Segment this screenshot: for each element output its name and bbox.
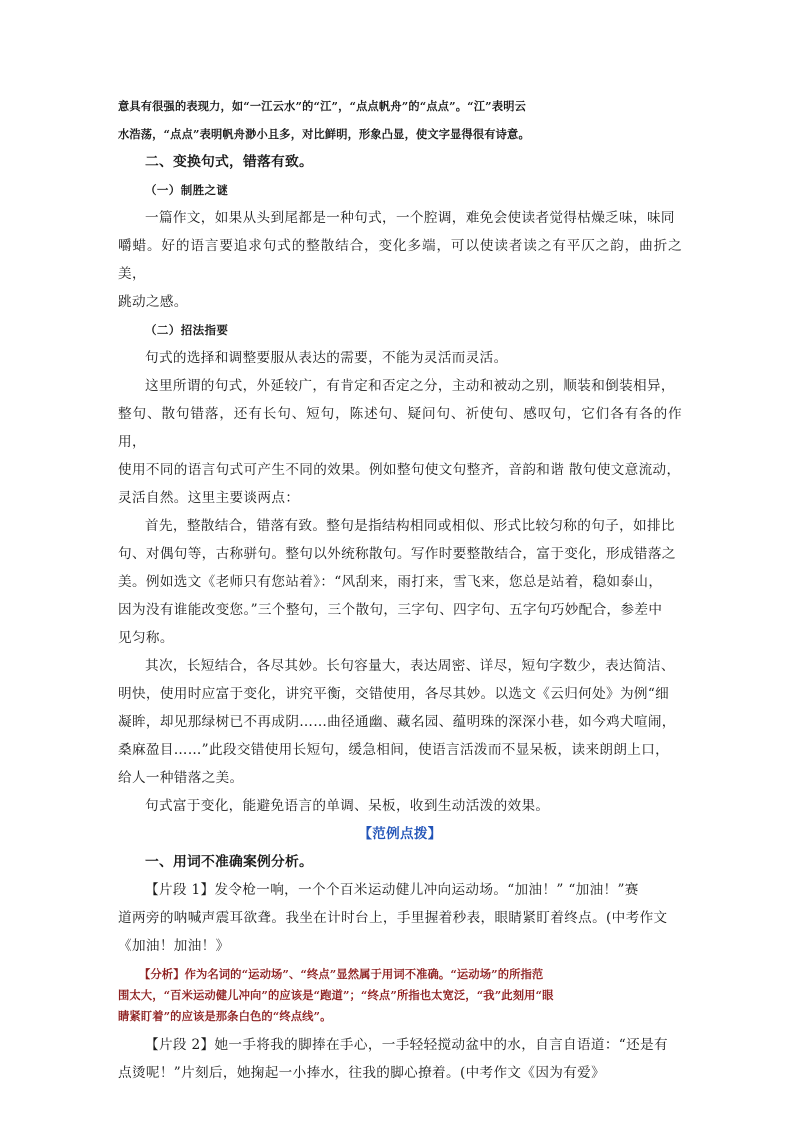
analysis-line: 睛紧盯着”的应该是那条白色的“终点线”。	[118, 1009, 332, 1023]
intro-line: 水浩荡，“点点”表明帆舟渺小且多，对比鲜明，形象凸显，使文字显得很有诗意。	[118, 127, 530, 141]
section-heading: 二、变换句式，错落有致。	[145, 154, 313, 170]
paragraph-line: 整句、散句错落，还有长句、短句，陈述句、疑问句、祈使句、感叹句，它们各有各的作用，	[118, 406, 682, 450]
paragraph	[118, 372, 682, 512]
section-heading: 一、用词不准确案例分析。	[145, 854, 313, 870]
intro-paragraph	[118, 92, 682, 148]
document-page	[118, 92, 682, 1087]
paragraph: 句式的选择和调整要服从表达的需要，不能为灵活而灵活。	[145, 350, 508, 366]
paragraph	[118, 204, 682, 316]
paragraph-line: 使用不同的语言句式可产生不同的效果。例如整句使文句整齐，音韵和谐 散句使文意流动，	[118, 462, 681, 478]
paragraph-line: 首先，整散结合，错落有致。整句是指结构相同或相似、形式比较匀称的句子，如排比	[145, 518, 675, 534]
intro-line: 意具有很强的表现力，如“一江云水”的“江”，“点点帆舟”的“点点”。“江”表明云	[118, 99, 526, 113]
paragraph-line: 《加油！加油！》	[118, 938, 230, 954]
paragraph-line: 一篇作文，如果从头到尾都是一种句式，一个腔调，难免会使读者觉得枯燥乏味，味同	[145, 210, 675, 226]
paragraph-line: 其次，长短结合，各尽其妙。长句容量大，表达周密、详尽，短句字数少，表达简洁、	[145, 658, 675, 674]
paragraph-line: 灵活自然。这里主要谈两点：	[118, 490, 300, 506]
paragraph-line: 这里所谓的句式，外延较广，有肯定和否定之分，主动和被动之别，顺装和倒装相异，	[145, 378, 675, 394]
example-fragment-2	[118, 1031, 682, 1087]
analysis-line: 【分析】作为名词的“运动场”、“终点”显然属于用词不准确。“运动场”的所指范	[139, 967, 544, 981]
paragraph-line: 道两旁的呐喊声震耳欲聋。我坐在计时台上，手里握着秒表，眼睛紧盯着终点。(中考作文	[118, 910, 668, 926]
paragraph-line: 嚼蜡。好的语言要追求句式的整散结合，变化多端，可以使读者读之有平仄之韵，曲折之美，	[118, 238, 682, 282]
paragraph-line: 跳动之感。	[118, 294, 188, 310]
paragraph-line: 凝眸，却见那绿树已不再成阴……曲径通幽、藏名园、蕴明珠的深深小巷，如今鸡犬喧闹，	[118, 714, 676, 730]
paragraph-line: 桑麻盈目……”此段交错使用长短句，缓急相间，使语言活泼而不显呆板，读来朗朗上口，	[118, 742, 670, 758]
paragraph-line: 给人一种错落之美。	[118, 770, 244, 786]
analysis-line: 围太大，“百米运动健儿冲向”的应该是“跑道”；“终点”所指也太宽泛，“我”此刻用“眼	[118, 988, 554, 1002]
paragraph-line: 【片段 2】她一手将我的脚捧在手心，一手轻轻搅动盆中的水，自言自语道：“还是有	[145, 1037, 668, 1053]
paragraph-line: 点烫呢！”片刻后，她掬起一小捧水，往我的脚心撩着。(中考作文《因为有爱》	[118, 1065, 606, 1081]
paragraph-line: 美。例如选文《老师只有您站着》：“风刮来，雨打来，雪飞来，您总是站着，稳如泰山，	[118, 574, 663, 590]
subsection-heading: （一）制胜之谜	[145, 183, 229, 197]
paragraph-line: 因为没有谁能改变您。”三个整句，三个散句，三字句、四字句、五字句巧妙配合，参差中	[118, 602, 663, 618]
subsection-heading: （二）招法指要	[145, 323, 229, 337]
paragraph	[118, 512, 682, 652]
examples-title: 【范例点拨】	[358, 826, 442, 842]
paragraph-line: 见匀称。	[118, 630, 174, 646]
paragraph-line: 【片段 1】发令枪一响，一个个百米运动健儿冲向运动场。“加油！” “加油！”赛	[145, 882, 639, 898]
example-fragment-1	[118, 876, 682, 960]
paragraph-line: 句、对偶句等，古称骈句。整句以外统称散句。写作时要整散结合，富于变化，形成错落之	[118, 546, 676, 562]
analysis-block	[118, 964, 682, 1027]
paragraph-line: 明快，使用时应富于变化，讲究平衡，交错使用，各尽其妙。以选文《云归何处》为例“细	[118, 686, 670, 702]
paragraph	[118, 652, 682, 792]
paragraph: 句式富于变化，能避免语言的单调、呆板，收到生动活泼的效果。	[145, 798, 550, 814]
